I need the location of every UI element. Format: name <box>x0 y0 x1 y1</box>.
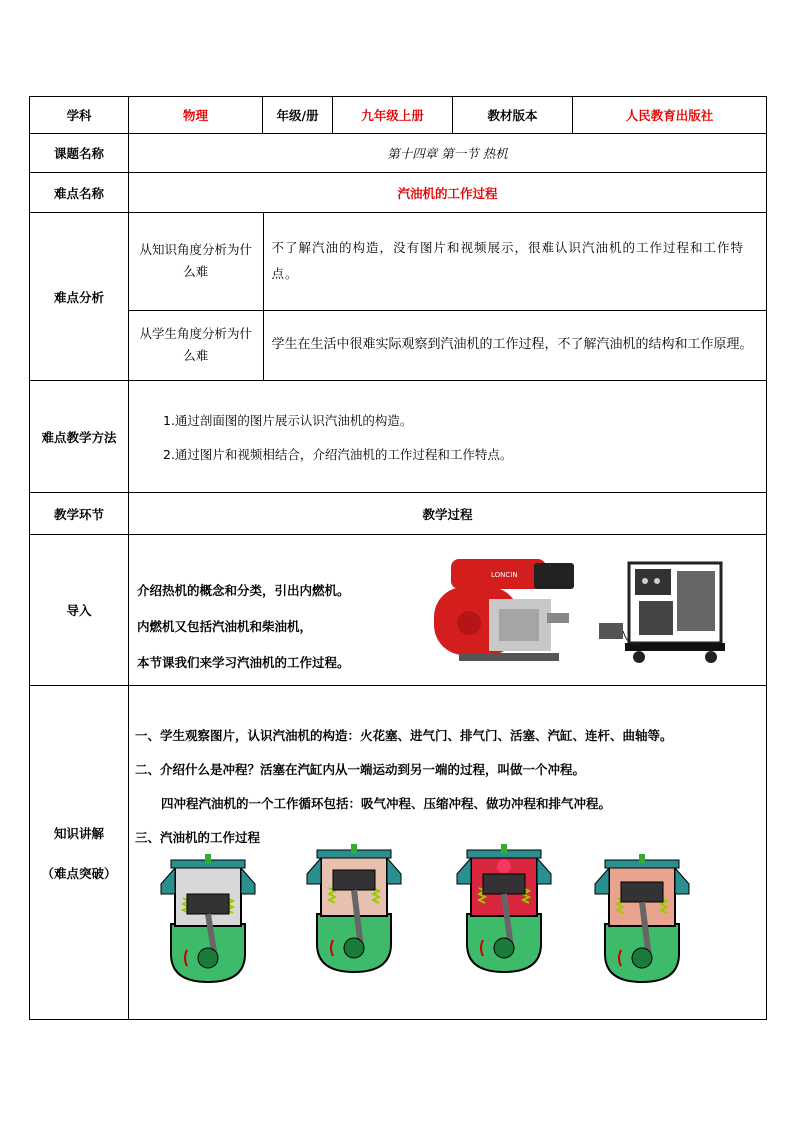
difficulty-row <box>30 173 767 213</box>
piston <box>621 882 663 902</box>
gasoline-engine-photo <box>429 555 579 667</box>
student-angle-text: 学生在生活中很难实际观察到汽油机的工作过程，不了解汽油机的结构和工作原理。 <box>271 337 753 353</box>
intro-label: 导入 <box>30 535 129 686</box>
edition-value: 人民教育出版社 <box>573 97 767 134</box>
intake-port <box>307 858 321 884</box>
intro-line-3: 本节课我们来学习汽油机的工作过程。 <box>137 655 350 670</box>
process-header-row <box>30 493 767 535</box>
intake-stroke-diagram <box>153 854 263 984</box>
knowledge-label: 知识讲解 <box>53 825 104 841</box>
crankshaft <box>198 948 218 968</box>
subject-value: 物理 <box>129 97 263 134</box>
student-angle-label: 从学生角度分析为什么难 <box>129 310 263 380</box>
process-stage-label: 教学环节 <box>30 493 129 535</box>
power-stroke-diagram <box>449 844 559 984</box>
grade-label: 年级/册 <box>263 97 333 134</box>
spark-plug <box>639 854 645 864</box>
intro-line-1: 介绍热机的概念和分类，引出内燃机。 <box>137 583 350 598</box>
edition-label: 教材版本 <box>453 97 573 134</box>
spark-plug <box>351 844 357 854</box>
knowledge-sublabel: （难点突破） <box>41 865 117 881</box>
exhaust-stroke-diagram <box>587 854 697 984</box>
subject-label: 学科 <box>30 97 129 134</box>
analysis-row <box>30 213 767 381</box>
engine-brand-label: LONCIN <box>491 571 518 579</box>
analysis-subtable <box>129 213 766 380</box>
spark-plug <box>501 844 507 854</box>
exhaust-port <box>241 868 255 894</box>
intake-port <box>161 868 175 894</box>
exhaust-port <box>675 868 689 894</box>
knowledge-line-3: 四冲程汽油机的一个工作循环包括：吸气冲程、压缩冲程、做功冲程和排气冲程。 <box>161 796 612 811</box>
crankshaft <box>494 938 514 958</box>
piston <box>333 870 375 890</box>
knowledge-line-2: 二、介绍什么是冲程？活塞在汽缸内从一端运动到另一端的过程，叫做一个冲程。 <box>135 762 586 777</box>
knowledge-row <box>30 686 767 1020</box>
knowledge-angle-text: 不了解汽油的构造，没有图片和视频展示，很难认识汽油机的工作过程和工作特点。 <box>263 213 766 310</box>
compression-stroke-diagram <box>299 844 409 984</box>
piston <box>187 894 229 914</box>
header-row <box>30 97 767 134</box>
intake-port <box>457 858 471 884</box>
exhaust-port <box>537 858 551 884</box>
topic-value: 第十四章 第一节 热机 <box>129 134 767 173</box>
crankshaft <box>632 948 652 968</box>
method-label: 难点教学方法 <box>30 381 129 493</box>
knowledge-line-1: 一、学生观察图片，认识汽油机的构造：火花塞、进气门、排气门、活塞、汽缸、连杆、曲轴等。 <box>135 728 673 743</box>
analysis-label: 难点分析 <box>30 213 129 381</box>
spark-ignition <box>497 859 511 873</box>
method-item-1: 1.通过剖面图的图片展示认识汽油机的构造。 <box>163 412 413 428</box>
difficulty-value: 汽油机的工作过程 <box>129 173 767 213</box>
process-title: 教学过程 <box>129 493 767 535</box>
generator-photo <box>599 559 729 665</box>
spark-plug <box>205 854 211 864</box>
lesson-plan-table <box>29 96 767 1020</box>
intake-port <box>595 868 609 894</box>
intro-line-2: 内燃机又包括汽油机和柴油机， <box>137 619 313 634</box>
exhaust-port <box>387 858 401 884</box>
crankshaft <box>344 938 364 958</box>
topic-row <box>30 134 767 173</box>
piston <box>483 874 525 894</box>
knowledge-line-4: 三、汽油机的工作过程 <box>135 830 261 845</box>
intro-text <box>137 573 350 681</box>
topic-label: 课题名称 <box>30 134 129 173</box>
method-row <box>30 381 767 493</box>
difficulty-label: 难点名称 <box>30 173 129 213</box>
grade-value: 九年级上册 <box>333 97 453 134</box>
intro-row <box>30 535 767 686</box>
stroke-diagrams <box>129 854 766 984</box>
method-item-2: 2.通过图片和视频相结合，介绍汽油机的工作过程和工作特点。 <box>163 446 513 462</box>
knowledge-angle-label: 从知识角度分析为什么难 <box>129 213 263 310</box>
